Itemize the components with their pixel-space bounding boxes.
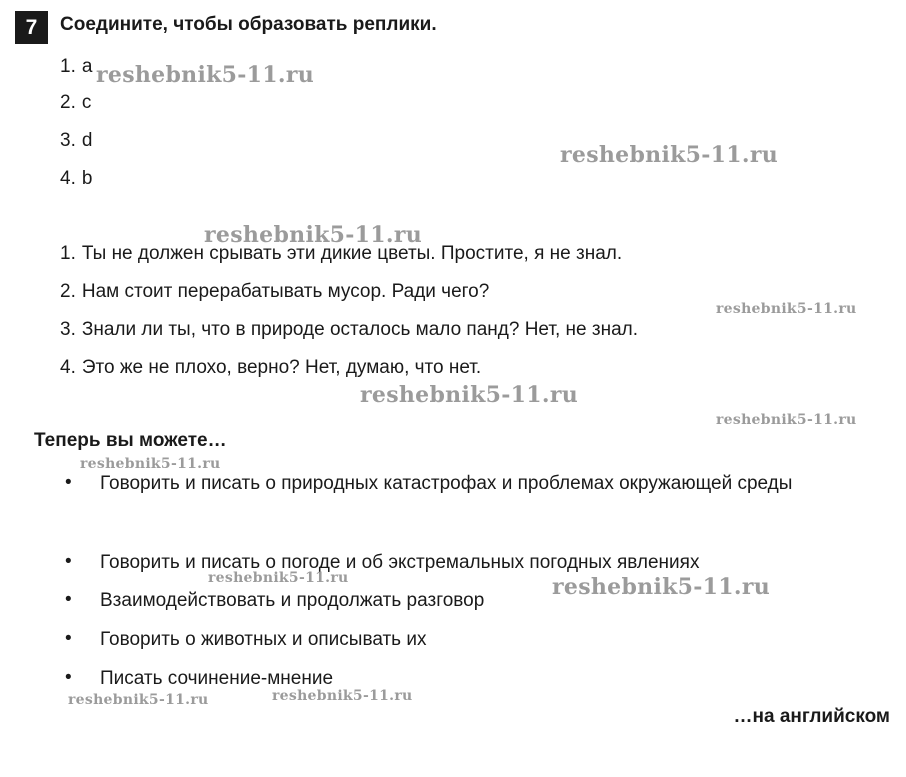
answer-item	[60, 130, 92, 152]
watermark: reshebnik5-11.ru	[208, 570, 349, 586]
sentence-number: 2.	[60, 281, 76, 302]
bullet-icon: •	[65, 628, 72, 649]
watermark: reshebnik5-11.ru	[68, 692, 209, 708]
task-title: Соедините, чтобы образовать реплики.	[60, 14, 437, 35]
watermark: reshebnik5-11.ru	[80, 456, 221, 472]
answer-item	[60, 56, 92, 78]
section-heading: Теперь вы можете…	[34, 430, 227, 451]
watermark: reshebnik5-11.ru	[716, 301, 857, 317]
dialogue-sentence	[60, 357, 481, 379]
answer-number: 3.	[60, 130, 76, 151]
dialogue-sentence	[60, 319, 638, 341]
sentence-number: 3.	[60, 319, 76, 340]
answer-item	[60, 92, 91, 114]
watermark: reshebnik5-11.ru	[552, 574, 771, 600]
sentence-number: 4.	[60, 357, 76, 378]
sentence-text: Нам стоит перерабатывать мусор. Ради чего?	[81, 281, 490, 302]
answer-number: 2.	[60, 92, 76, 113]
watermark: reshebnik5-11.ru	[96, 62, 315, 88]
answer-letter: b	[81, 168, 93, 189]
bullet-icon: •	[65, 667, 72, 688]
answer-letter: c	[81, 92, 92, 113]
watermark: reshebnik5-11.ru	[716, 412, 857, 428]
watermark: reshebnik5-11.ru	[272, 688, 413, 704]
skill-text: Писать сочинение-мнение	[100, 668, 334, 689]
skill-text: Взаимодействовать и продолжать разговор	[100, 590, 485, 611]
bullet-icon: •	[65, 589, 72, 610]
skill-list-item	[65, 620, 892, 659]
watermark: reshebnik5-11.ru	[204, 222, 423, 248]
dialogue-sentence	[60, 281, 489, 303]
sentence-text: Знали ли ты, что в природе осталось мало панд? Нет, не знал.	[81, 319, 638, 340]
watermark: reshebnik5-11.ru	[360, 382, 579, 408]
skill-text: Говорить и писать о природных катастрофах и проблемах окружающей среды	[100, 473, 793, 494]
answer-number: 1.	[60, 56, 76, 77]
sentence-number: 1.	[60, 243, 76, 264]
answer-letter: a	[81, 56, 93, 77]
bullet-icon: •	[65, 551, 72, 572]
bullet-icon: •	[65, 472, 72, 493]
answer-number: 4.	[60, 168, 76, 189]
sentence-text: Ты не должен срывать эти дикие цветы. Простите, я не знал.	[81, 243, 623, 264]
answer-letter: d	[81, 130, 93, 151]
watermark: reshebnik5-11.ru	[560, 142, 779, 168]
task-number-badge: 7	[15, 11, 48, 44]
sentence-text: Это же не плохо, верно? Нет, думаю, что нет.	[81, 357, 482, 378]
skill-text: Говорить и писать о погоде и об экстремальных погодных явлениях	[100, 552, 700, 573]
footer-note: …на английском	[733, 706, 890, 727]
answer-item	[60, 168, 92, 190]
skill-text: Говорить о животных и описывать их	[100, 629, 427, 650]
